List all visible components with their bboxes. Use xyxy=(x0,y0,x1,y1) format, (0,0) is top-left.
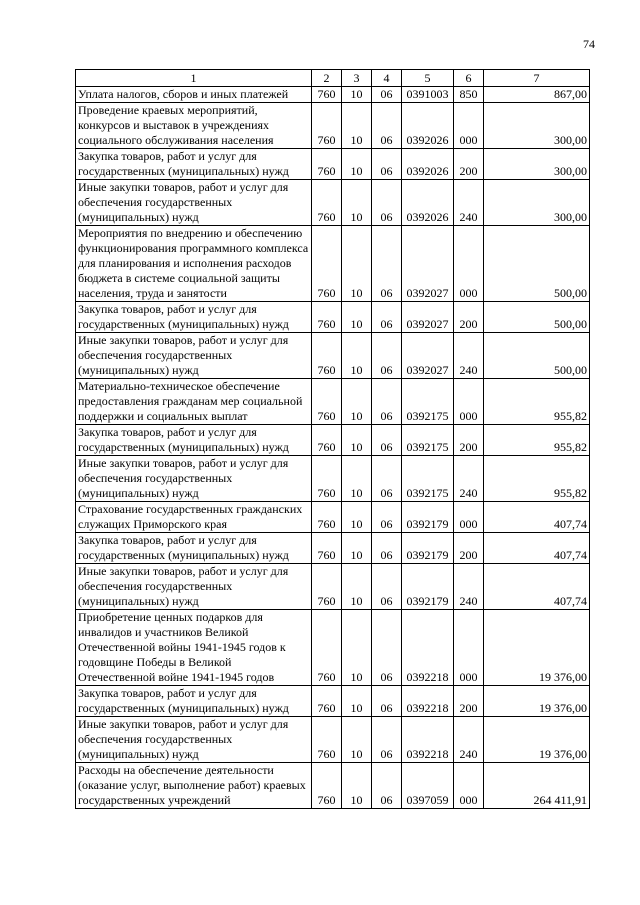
row-name: Страхование государственных гражданских служащих Приморского края xyxy=(76,502,312,533)
row-target-article: 0392026 xyxy=(402,103,454,149)
table-row xyxy=(76,302,590,333)
row-name: Закупка товаров, работ и услуг для государственных (муниципальных) нужд xyxy=(76,425,312,456)
row-expense-type: 200 xyxy=(454,149,484,180)
row-section-code: 10 xyxy=(342,564,372,610)
row-subsection-code: 06 xyxy=(372,533,402,564)
row-name: Иные закупки товаров, работ и услуг для обеспечения государственных (муниципальных) нужд xyxy=(76,180,312,226)
row-subsection-code: 06 xyxy=(372,149,402,180)
row-amount: 264 411,91 xyxy=(484,763,590,809)
row-name: Закупка товаров, работ и услуг для государственных (муниципальных) нужд xyxy=(76,302,312,333)
row-target-article: 0392175 xyxy=(402,425,454,456)
row-ministry-code: 760 xyxy=(312,717,342,763)
row-ministry-code: 760 xyxy=(312,103,342,149)
row-ministry-code: 760 xyxy=(312,564,342,610)
row-section-code: 10 xyxy=(342,302,372,333)
row-ministry-code: 760 xyxy=(312,302,342,333)
row-amount: 867,00 xyxy=(484,87,590,103)
row-amount: 955,82 xyxy=(484,425,590,456)
table-row xyxy=(76,379,590,425)
row-subsection-code: 06 xyxy=(372,302,402,333)
row-amount: 407,74 xyxy=(484,533,590,564)
row-subsection-code: 06 xyxy=(372,226,402,302)
row-target-article: 0392026 xyxy=(402,149,454,180)
row-ministry-code: 760 xyxy=(312,226,342,302)
row-section-code: 10 xyxy=(342,610,372,686)
row-subsection-code: 06 xyxy=(372,610,402,686)
row-amount: 19 376,00 xyxy=(484,717,590,763)
row-amount: 407,74 xyxy=(484,564,590,610)
row-name: Материально-техническое обеспечение предоставления гражданам мер социальной поддержки и социальных выплат xyxy=(76,379,312,425)
row-name: Иные закупки товаров, работ и услуг для обеспечения государственных (муниципальных) нужд xyxy=(76,564,312,610)
row-subsection-code: 06 xyxy=(372,103,402,149)
row-target-article: 0392027 xyxy=(402,333,454,379)
page-number: 74 xyxy=(583,37,595,51)
row-target-article: 0392218 xyxy=(402,686,454,717)
row-name: Проведение краевых мероприятий, конкурсов и выставок в учреждениях социального обслуживания населения xyxy=(76,103,312,149)
row-name: Закупка товаров, работ и услуг для государственных (муниципальных) нужд xyxy=(76,533,312,564)
row-expense-type: 850 xyxy=(454,87,484,103)
row-ministry-code: 760 xyxy=(312,87,342,103)
row-name: Иные закупки товаров, работ и услуг для обеспечения государственных (муниципальных) нужд xyxy=(76,456,312,502)
row-section-code: 10 xyxy=(342,87,372,103)
row-section-code: 10 xyxy=(342,533,372,564)
row-section-code: 10 xyxy=(342,379,372,425)
column-header-target-article: 5 xyxy=(402,70,454,87)
row-section-code: 10 xyxy=(342,686,372,717)
row-expense-type: 200 xyxy=(454,425,484,456)
table-row xyxy=(76,610,590,686)
row-expense-type: 200 xyxy=(454,302,484,333)
row-amount: 19 376,00 xyxy=(484,686,590,717)
row-ministry-code: 760 xyxy=(312,533,342,564)
row-section-code: 10 xyxy=(342,425,372,456)
row-amount: 407,74 xyxy=(484,502,590,533)
row-subsection-code: 06 xyxy=(372,456,402,502)
table-row xyxy=(76,502,590,533)
table-row xyxy=(76,686,590,717)
row-amount: 500,00 xyxy=(484,333,590,379)
row-subsection-code: 06 xyxy=(372,564,402,610)
row-ministry-code: 760 xyxy=(312,149,342,180)
row-subsection-code: 06 xyxy=(372,425,402,456)
row-expense-type: 200 xyxy=(454,686,484,717)
row-name: Расходы на обеспечение деятельности (оказание услуг, выполнение работ) краевых государственных учреждений xyxy=(76,763,312,809)
row-target-article: 0392179 xyxy=(402,533,454,564)
row-expense-type: 000 xyxy=(454,226,484,302)
row-ministry-code: 760 xyxy=(312,610,342,686)
budget-table xyxy=(75,69,590,809)
row-ministry-code: 760 xyxy=(312,379,342,425)
row-amount: 955,82 xyxy=(484,379,590,425)
row-target-article: 0392179 xyxy=(402,564,454,610)
row-section-code: 10 xyxy=(342,717,372,763)
table-row xyxy=(76,333,590,379)
row-target-article: 0392218 xyxy=(402,610,454,686)
column-header-expense-type: 6 xyxy=(454,70,484,87)
row-section-code: 10 xyxy=(342,502,372,533)
row-expense-type: 240 xyxy=(454,456,484,502)
column-header-name: 1 xyxy=(76,70,312,87)
row-target-article: 0397059 xyxy=(402,763,454,809)
row-target-article: 0392026 xyxy=(402,180,454,226)
row-target-article: 0392027 xyxy=(402,226,454,302)
row-ministry-code: 760 xyxy=(312,502,342,533)
table-row xyxy=(76,425,590,456)
row-subsection-code: 06 xyxy=(372,686,402,717)
row-ministry-code: 760 xyxy=(312,686,342,717)
row-subsection-code: 06 xyxy=(372,180,402,226)
table-row xyxy=(76,763,590,809)
row-name: Мероприятия по внедрению и обеспечению функционирования программного комплекса для планирования и исполнения расходов бюджета в системе социальной защиты населения, труда и занятости xyxy=(76,226,312,302)
row-expense-type: 240 xyxy=(454,717,484,763)
row-subsection-code: 06 xyxy=(372,333,402,379)
row-target-article: 0392218 xyxy=(402,717,454,763)
row-expense-type: 240 xyxy=(454,180,484,226)
row-expense-type: 000 xyxy=(454,763,484,809)
row-amount: 955,82 xyxy=(484,456,590,502)
row-section-code: 10 xyxy=(342,149,372,180)
table-row xyxy=(76,103,590,149)
table-row xyxy=(76,149,590,180)
table-row xyxy=(76,456,590,502)
row-name: Закупка товаров, работ и услуг для государственных (муниципальных) нужд xyxy=(76,686,312,717)
column-header-section: 3 xyxy=(342,70,372,87)
column-header-subsection: 4 xyxy=(372,70,402,87)
header-row xyxy=(76,70,590,87)
row-amount: 500,00 xyxy=(484,226,590,302)
table-row xyxy=(76,533,590,564)
table-row xyxy=(76,717,590,763)
row-amount: 300,00 xyxy=(484,180,590,226)
row-amount: 300,00 xyxy=(484,149,590,180)
row-section-code: 10 xyxy=(342,180,372,226)
row-ministry-code: 760 xyxy=(312,333,342,379)
row-subsection-code: 06 xyxy=(372,379,402,425)
row-target-article: 0392175 xyxy=(402,456,454,502)
row-ministry-code: 760 xyxy=(312,425,342,456)
row-section-code: 10 xyxy=(342,456,372,502)
row-name: Иные закупки товаров, работ и услуг для обеспечения государственных (муниципальных) нужд xyxy=(76,717,312,763)
row-expense-type: 000 xyxy=(454,103,484,149)
row-amount: 500,00 xyxy=(484,302,590,333)
row-expense-type: 240 xyxy=(454,564,484,610)
table-row xyxy=(76,180,590,226)
row-section-code: 10 xyxy=(342,226,372,302)
row-expense-type: 000 xyxy=(454,379,484,425)
row-expense-type: 240 xyxy=(454,333,484,379)
table-row xyxy=(76,564,590,610)
row-section-code: 10 xyxy=(342,763,372,809)
row-ministry-code: 760 xyxy=(312,763,342,809)
row-subsection-code: 06 xyxy=(372,763,402,809)
row-target-article: 0392179 xyxy=(402,502,454,533)
row-name: Уплата налогов, сборов и иных платежей xyxy=(76,87,312,103)
row-name: Приобретение ценных подарков для инвалидов и участников Великой Отечественной войны 1941-1945 годов к годовщине Победы в Великой Отечественной войне 1941-1945 годов xyxy=(76,610,312,686)
row-target-article: 0392175 xyxy=(402,379,454,425)
row-target-article: 0391003 xyxy=(402,87,454,103)
row-target-article: 0392027 xyxy=(402,302,454,333)
row-section-code: 10 xyxy=(342,103,372,149)
row-subsection-code: 06 xyxy=(372,87,402,103)
row-expense-type: 200 xyxy=(454,533,484,564)
row-subsection-code: 06 xyxy=(372,502,402,533)
table-row xyxy=(76,226,590,302)
row-ministry-code: 760 xyxy=(312,456,342,502)
table-row xyxy=(76,87,590,103)
row-expense-type: 000 xyxy=(454,502,484,533)
row-expense-type: 000 xyxy=(454,610,484,686)
column-header-ministry: 2 xyxy=(312,70,342,87)
row-section-code: 10 xyxy=(342,333,372,379)
row-ministry-code: 760 xyxy=(312,180,342,226)
row-amount: 300,00 xyxy=(484,103,590,149)
row-name: Иные закупки товаров, работ и услуг для обеспечения государственных (муниципальных) нужд xyxy=(76,333,312,379)
row-subsection-code: 06 xyxy=(372,717,402,763)
column-header-amount: 7 xyxy=(484,70,590,87)
row-amount: 19 376,00 xyxy=(484,610,590,686)
row-name: Закупка товаров, работ и услуг для государственных (муниципальных) нужд xyxy=(76,149,312,180)
